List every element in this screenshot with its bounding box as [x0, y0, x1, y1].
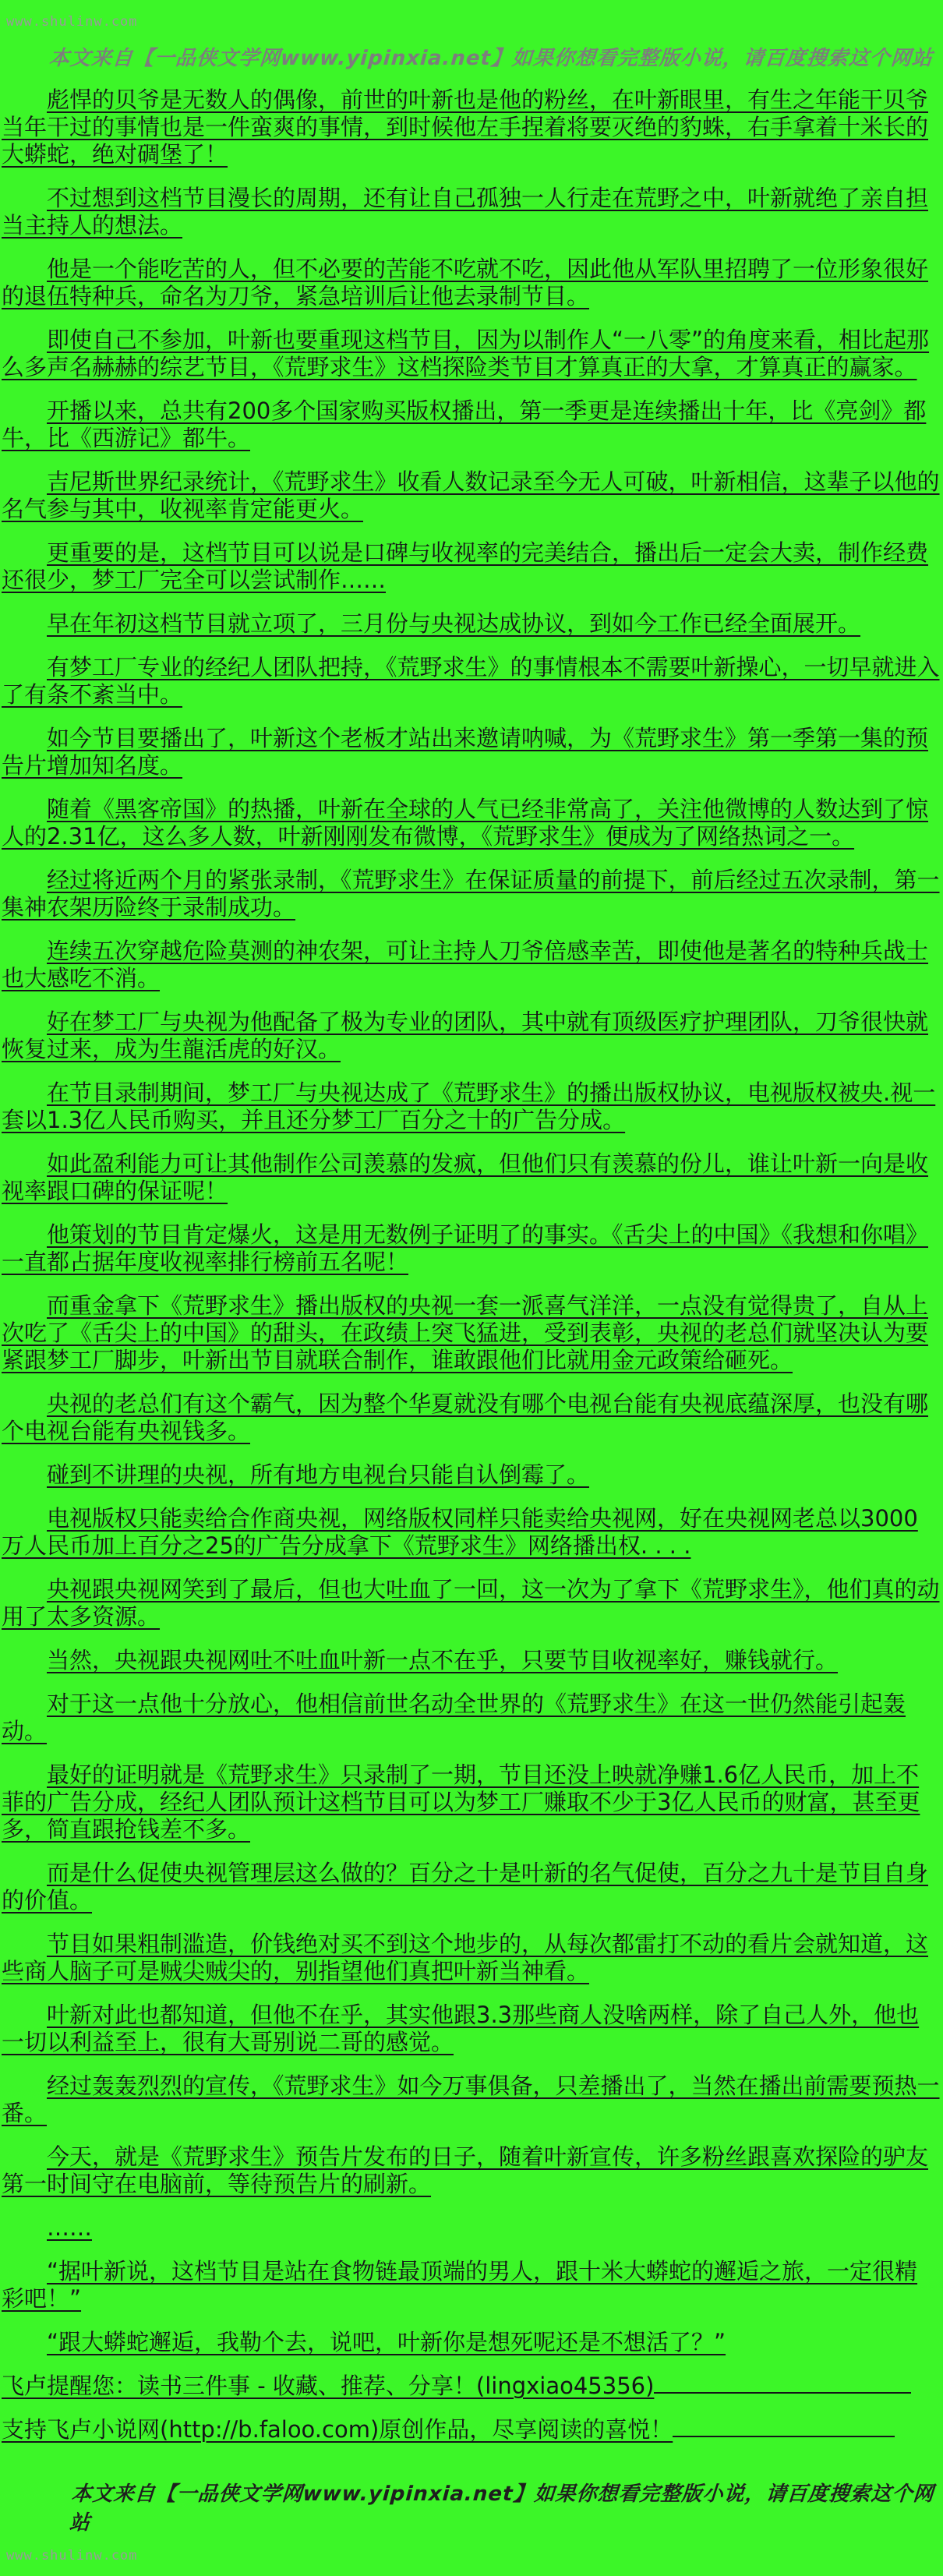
- paragraph: 更重要的是，这档节目可以说是口碑与收视率的完美结合，播出后一定会大卖，制作经费还很少，梦工厂完全可以尝试制作……: [2, 539, 929, 593]
- paragraph: 他策划的节目肯定爆火，这是用无数例子证明了的事实。《舌尖上的中国》《我想和你唱》一直都占据年度收视率排行榜前五名呢！: [2, 1221, 929, 1275]
- paragraph: 连续五次穿越危险莫测的神农架，可让主持人刀爷倍感幸苦，即使他是著名的特种兵战士也大感吃不消。: [2, 938, 929, 991]
- paragraph: 叶新对此也都知道，但他不在乎，其实他跟3.3那些商人没啥两样，除了自己人外，他也一切以利益至上，很有大哥别说二哥的感觉。: [2, 2002, 920, 2055]
- paragraph: 电视版权只能卖给合作商央视，网络版权同样只能卖给央视网，好在央视网老总以3000万人民币加上百分之25的广告分成拿下《荒野求生》网络播出权. . . .: [2, 1505, 918, 1559]
- site-watermark-bottom: www.shulinw.com: [6, 2548, 138, 2564]
- paragraph: 央视跟央视网笑到了最后，但也大吐血了一回，这一次为了拿下《荒野求生》，他们真的动用了太多资源。: [2, 1576, 940, 1630]
- article-body: [0, 87, 943, 2356]
- paragraph: 而是什么促使央视管理层这么做的？百分之十是叶新的名气促使，百分之九十是节目自身的价值。: [2, 1860, 929, 1913]
- paragraph: 对于这一点他十分放心，他相信前世名动全世界的《荒野求生》在这一世仍然能引起轰动。: [2, 1691, 906, 1744]
- paragraph: 有梦工厂专业的经纪人团队把持，《荒野求生》的事情根本不需要叶新操心，一切早就进入了有条不紊当中。: [2, 654, 940, 708]
- paragraph: 他是一个能吃苦的人，但不必要的苦能不吃就不吃，因此他从军队里招聘了一位形象很好的退伍特种兵，命名为刀爷，紧急培训后让他去录制节目。: [2, 256, 929, 309]
- faloo-reminder-line: [0, 2373, 943, 2400]
- paragraph: 吉尼斯世界纪录统计，《荒野求生》收看人数记录至今无人可破，叶新相信，这辈子以他的名气参与其中，收视率肯定能更火。: [2, 468, 940, 522]
- paragraph: 而重金拿下《荒野求生》播出版权的央视一套一派喜气洋洋，一点没有觉得贵了，自从上次吃了《舌尖上的中国》的甜头，在政绩上突飞猛进，受到表彰，央视的老总们就坚决认为要紧跟梦工厂脚步，叶新出节目就联合制作，谁敢跟他们比就用金元政策给砸死。: [2, 1292, 929, 1373]
- paragraph: 开播以来，总共有200多个国家购买版权播出，第一季更是连续播出十年，比《亮剑》都牛，比《西游记》都牛。: [2, 398, 927, 451]
- paragraph: 彪悍的贝爷是无数人的偶像，前世的叶新也是他的粉丝，在叶新眼里，有生之年能干贝爷当年干过的事情也是一件蛮爽的事情，到时候他左手捏着将要灭绝的豹蛛，右手拿着十米长的大蟒蛇，绝对碉堡了！: [2, 87, 929, 168]
- paragraph: 节目如果粗制滥造，价钱绝对买不到这个地步的，从每次都雷打不动的看片会就知道，这些商人脑子可是贼尖贼尖的，别指望他们真把叶新当神看。: [2, 1931, 929, 1984]
- source-banner-bottom: 本文来自【一品侠文学网www.yipinxia.net】如果你想看完整版小说，请百度搜索这个网站: [69, 2482, 935, 2535]
- paragraph: 早在年初这档节目就立项了，三月份与央视达成协议，到如今工作已经全面展开。: [47, 610, 861, 637]
- paragraph: 今天，就是《荒野求生》预告片发布的日子，随着叶新宣传，许多粉丝跟喜欢探险的驴友第一时间守在电脑前，等待预告片的刷新。: [2, 2143, 929, 2197]
- paragraph: 如今节目要播出了，叶新这个老板才站出来邀请呐喊，为《荒野求生》第一季第一集的预告片增加知名度。: [2, 725, 929, 779]
- paragraph: 最好的证明就是《荒野求生》只录制了一期，节目还没上映就净赚1.6亿人民币，加上不菲的广告分成，经纪人团队预计这档节目可以为梦工厂赚取不少于3亿人民币的财富，甚至更多，简直跟抢钱差不多。: [2, 1762, 920, 1843]
- paragraph: 在节目录制期间，梦工厂与央视达成了《荒野求生》的播出版权协议，电视版权被央.视一套以1.3亿人民币购买，并且还分梦工厂百分之十的广告分成。: [2, 1080, 936, 1133]
- trailing-underline: [673, 2436, 895, 2437]
- source-banner-top: 本文来自【一品侠文学网www.yipinxia.net】如果你想看完整版小说，请百度搜索这个网站: [48, 47, 934, 70]
- paragraph: 不过想到这档节目漫长的周期，还有让自己孤独一人行走在荒野之中，叶新就绝了亲自担当主持人的想法。: [2, 185, 929, 239]
- paragraph: “据叶新说，这档节目是站在食物链最顶端的男人，跟十米大蟒蛇的邂逅之旅，一定很精彩吧！”: [2, 2258, 918, 2312]
- faloo-support-text: 支持飞卢小说网(http://b.faloo.com)原创作品，尽享阅读的喜悦！: [2, 2416, 673, 2443]
- site-watermark-top: www.shulinw.com: [6, 14, 138, 30]
- faloo-support-line: [0, 2416, 943, 2443]
- paragraph: “跟大蟒蛇邂逅，我勒个去，说吧，叶新你是想死呢还是不想活了？”: [47, 2329, 726, 2355]
- paragraph: 即使自己不参加，叶新也要重现这档节目，因为以制作人“一八零”的角度来看，相比起那么多声名赫赫的综艺节目，《荒野求生》这档探险类节目才算真正的大拿，才算真正的赢家。: [2, 327, 930, 380]
- paragraph: 经过轰轰烈烈的宣传，《荒野求生》如今万事俱备，只差播出了，当然在播出前需要预热一番。: [2, 2072, 940, 2126]
- trailing-underline: [654, 2392, 911, 2394]
- paragraph: 央视的老总们有这个霸气，因为整个华夏就没有哪个电视台能有央视底蕴深厚，也没有哪个电视台能有央视钱多。: [2, 1390, 929, 1444]
- paragraph: 碰到不讲理的央视，所有地方电视台只能自认倒霉了。: [47, 1461, 590, 1488]
- paragraph: 好在梦工厂与央视为他配备了极为专业的团队，其中就有顶级医疗护理团队，刀爷很快就恢复过来，成为生龍活虎的好汉。: [2, 1009, 929, 1062]
- paragraph: 如此盈利能力可让其他制作公司羡慕的发疯，但他们只有羡慕的份儿，谁让叶新一向是收视率跟口碑的保证呢！: [2, 1150, 929, 1204]
- paragraph: ……: [47, 2214, 92, 2241]
- faloo-reminder-text: 飞卢提醒您：读书三件事 - 收藏、推荐、分享！(lingxiao45356): [2, 2373, 655, 2399]
- paragraph: 随着《黑客帝国》的热播，叶新在全球的人气已经非常高了，关注他微博的人数达到了惊人的2.31亿，这么多人数，叶新刚刚发布微博，《荒野求生》便成为了网络热词之一。: [2, 796, 929, 850]
- paragraph: 当然，央视跟央视网吐不吐血叶新一点不在乎，只要节目收视率好，赚钱就行。: [47, 1647, 839, 1673]
- paragraph: 经过将近两个月的紧张录制，《荒野求生》在保证质量的前提下，前后经过五次录制，第一集神农架历险终于录制成功。: [2, 867, 940, 921]
